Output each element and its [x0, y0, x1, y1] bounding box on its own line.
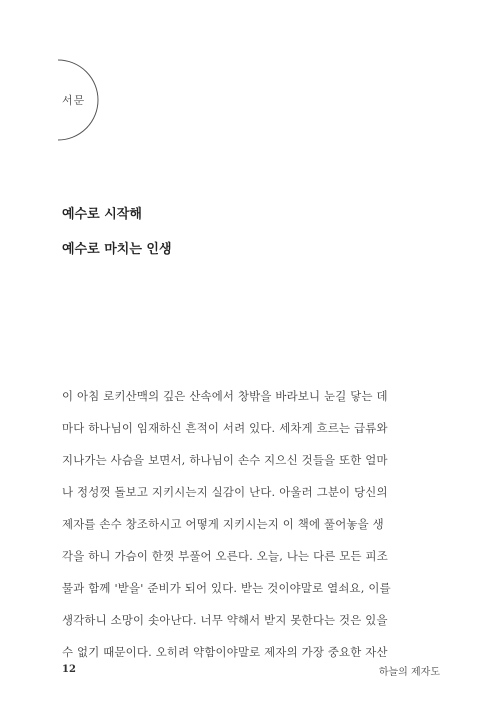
- running-head: 하늘의 제자도: [378, 667, 440, 678]
- headline-1: 예수로 시작해: [62, 207, 142, 222]
- page-number: 12: [62, 664, 76, 675]
- body-paragraph: [62, 380, 440, 668]
- headline-2: 예수로 마치는 인생: [62, 242, 172, 257]
- body-line: 각을 하니 가슴이 한껏 부풀어 오른다. 오늘, 나는 다른 모든 피조: [62, 549, 388, 563]
- decorative-arc: [0, 0, 120, 150]
- body-line: 지나가는 사슴을 보면서, 하나님이 손수 지으신 것들을 또한 얼마: [62, 453, 388, 467]
- body-line: 나 정성껏 돌보고 지키시는지 실감이 난다. 아울러 그분이 당신의: [62, 485, 388, 499]
- body-line: 이 아침 로키산맥의 깊은 산속에서 창밖을 바라보니 눈길 닿는 데: [62, 389, 388, 403]
- section-label: 서문: [62, 94, 86, 107]
- body-line: 제자를 손수 창조하시고 어떻게 지키시는지 이 책에 풀어놓을 생: [62, 517, 384, 531]
- body-line: 생각하니 소망이 솟아난다. 너무 약해서 받지 못한다는 것은 있을: [62, 613, 388, 627]
- body-line: 마다 하나님이 임재하신 흔적이 서려 있다. 세차게 흐르는 급류와: [62, 421, 388, 435]
- body-line: 수 없기 때문이다. 오히려 약함이야말로 제자의 가장 중요한 자산: [62, 645, 388, 659]
- body-line: 물과 함께 '받을' 준비가 되어 있다. 받는 것이야말로 열쇠요, 이를: [62, 581, 391, 595]
